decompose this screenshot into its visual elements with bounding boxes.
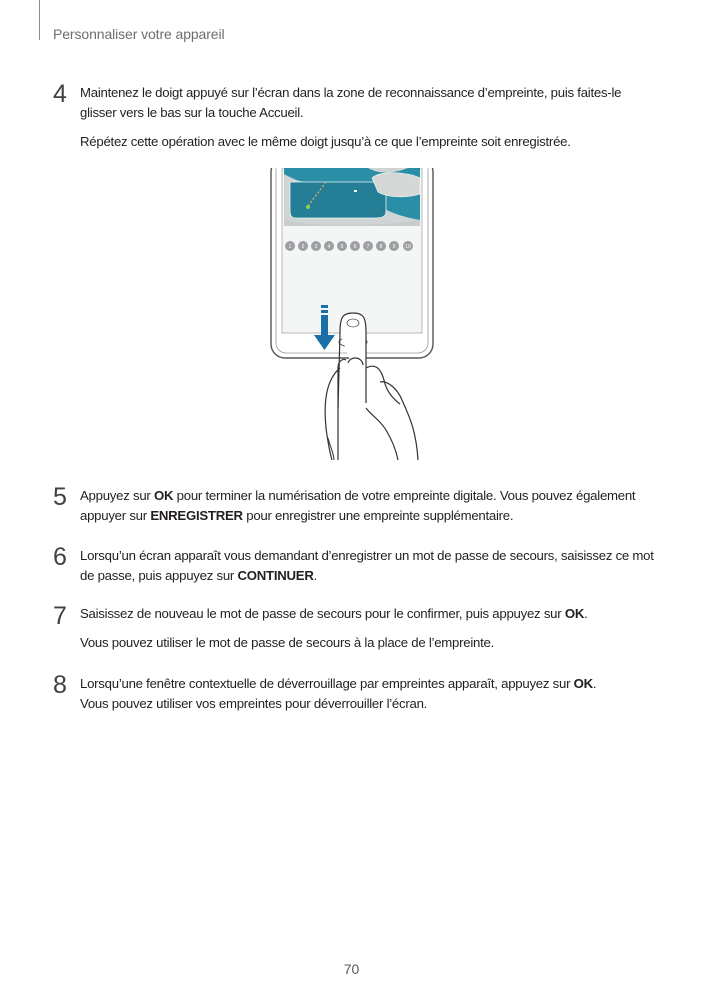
svg-text:10: 10: [405, 244, 411, 250]
svg-text:4: 4: [327, 244, 331, 250]
continuer-label: CONTINUER: [237, 568, 314, 583]
step-note: Vous pouvez utiliser le mot de passe de secours à la place de l’empreinte.: [80, 635, 495, 650]
ok-label: OK: [564, 606, 585, 621]
step-number: 4: [53, 80, 67, 108]
svg-text:9: 9: [392, 244, 396, 250]
step-paragraph: Répétez cette opération avec le même doigt jusqu’à ce que l’empreinte soit enregistrée.: [80, 134, 571, 149]
step-paragraph: Maintenez le doigt appuyé sur l’écran dans la zone de reconnaissance d’empreinte, puis faites-le glisser vers le bas sur la touche Accueil.: [80, 85, 622, 120]
phone-finger-swipe-icon: [268, 168, 438, 460]
svg-text:6: 6: [353, 244, 357, 250]
step-line: Vous pouvez utiliser vos empreintes pour déverrouiller l’écran.: [80, 696, 428, 711]
step-number: 8: [53, 671, 67, 699]
step-text: Lorsqu’un écran apparaît vous demandant d’enregistrer un mot de passe de secours, saisissez ce mot de passe, puis appuyez sur CONTINUER.: [80, 548, 654, 583]
svg-text:8: 8: [379, 244, 383, 250]
svg-text:2: 2: [301, 244, 305, 250]
step-number: 5: [53, 483, 67, 511]
page-number: 70: [343, 961, 360, 977]
step-number: 6: [53, 543, 67, 571]
step-text: [80, 83, 660, 152]
header-rule: [39, 0, 40, 40]
svg-text:1: 1: [288, 244, 292, 250]
fingerprint-illustration: [268, 168, 438, 460]
svg-text:7: 7: [366, 244, 370, 250]
step-text: Saisissez de nouveau le mot de passe de secours pour le confirmer, puis appuyez sur OK. Vous pouvez utiliser le mot de passe de secours à la place de l’empreinte.: [80, 604, 660, 653]
ok-label: OK: [573, 676, 593, 691]
section-title: Personnaliser votre appareil: [53, 26, 225, 42]
enregistrer-label: ENREGISTRER: [150, 508, 243, 523]
svg-text:5: 5: [340, 244, 344, 250]
svg-text:3: 3: [314, 244, 318, 250]
step-text: Appuyez sur OK pour terminer la numérisation de votre empreinte digitale. Vous pouvez également appuyer sur ENREGISTRER pour enregistrer une empreinte supplémentaire.: [80, 488, 636, 523]
ok-label: OK: [153, 488, 174, 503]
step-text: Lorsqu’une fenêtre contextuelle de déverrouillage par empreintes apparaît, appuyez sur OK. Vous pouvez utiliser vos empreintes pour déverrouiller l’écran.: [80, 674, 660, 714]
step-number: 7: [53, 602, 67, 630]
